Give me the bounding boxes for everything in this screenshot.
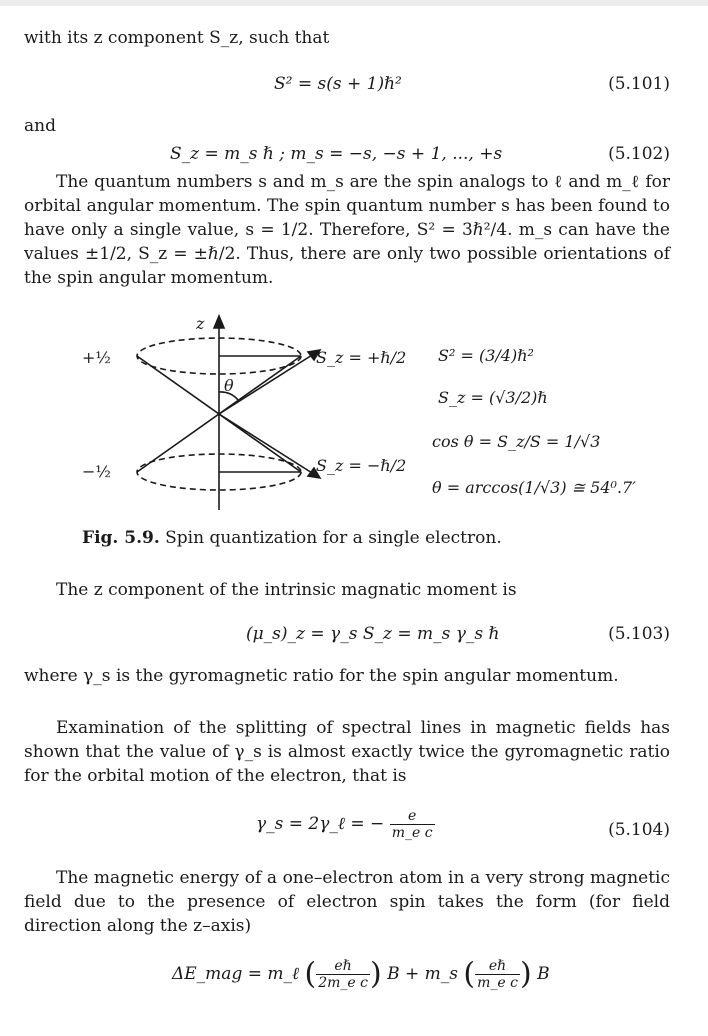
right-paren: ) [369, 956, 382, 992]
relation-s-squared: S² = (3/4)ℏ² [438, 346, 534, 365]
minus-half-label: −½ [82, 462, 111, 481]
figure-caption-label: Fig. 5.9. [82, 528, 160, 548]
paragraph-examination: Examination of the splitting of spectral lines in magnetic fields has shown that the value of γ_s is almost exactly twice the gyromagnetic ratio for the orbital motion of the electron, that is [24, 718, 670, 786]
mag-fraction-2-numerator: eℏ [475, 958, 520, 975]
spin-up-label: S_z = +ℏ/2 [316, 348, 407, 367]
equation-5-104-fraction [390, 808, 435, 841]
mag-fraction-2 [475, 958, 520, 991]
equation-5-104 [256, 808, 435, 841]
mag-lhs: ΔE_mag = m_ℓ [172, 964, 300, 984]
spin-down-label: S_z = −ℏ/2 [316, 456, 407, 475]
right-paren-2: ) [519, 956, 532, 992]
relation-cos-theta: cos θ = S_z/S = 1/√3 [432, 432, 601, 451]
spin-down-vector [219, 414, 320, 478]
left-paren-2: ( [463, 956, 476, 992]
figure-caption [82, 526, 502, 550]
and-word: and [24, 116, 56, 136]
fraction-numerator: e [390, 808, 435, 825]
equation-number-5-103: (5.103) [608, 624, 670, 644]
equation-number-5-101: (5.101) [608, 74, 670, 94]
theta-label: θ [224, 376, 234, 395]
equation-magnetic-energy [172, 958, 550, 991]
mag-fraction-1-numerator: eℏ [316, 958, 370, 975]
mag-tail: B [537, 964, 550, 984]
intro-line: with its z component S_z, such that [24, 28, 330, 48]
equation-number-5-102: (5.102) [608, 144, 670, 164]
top-strip [0, 0, 708, 6]
z-axis-label: z [196, 314, 205, 333]
paragraph-magnetic-moment: The z component of the intrinsic magnatic moment is [56, 580, 517, 600]
equation-5-101: S² = s(s + 1)ℏ² [274, 74, 402, 94]
relation-sz: S_z = (√3/2)ℏ [438, 388, 548, 407]
fraction-denominator: m_e c [391, 825, 433, 841]
paragraph-magnetic-energy: The magnetic energy of a one–electron atom in a very strong magnetic field due to the presence of electron spin takes the form (for field direction along the z–axis) [24, 868, 670, 936]
plus-half-label: +½ [82, 348, 111, 367]
equation-number-5-104: (5.104) [608, 820, 670, 840]
equation-5-104-lhs: γ_s = 2γ_ℓ = − [256, 814, 385, 834]
relation-theta-value: θ = arccos(1/√3) ≅ 54⁰.7′ [432, 478, 636, 497]
paragraph-spin-numbers: The quantum numbers s and m_s are the spin analogs to ℓ and m_ℓ for orbital angular momentum. The spin quantum number s has been found to have only a single value, s = 1/2. Therefore, S² = 3ℏ²/4. m_s can have the values ±1/2, S_z = ±ℏ/2. Thus, there are only two possible orientations of the spin angular momentum. [24, 172, 670, 288]
mag-fraction-1-denominator: 2m_e c [318, 975, 368, 991]
spin-up-vector [219, 350, 320, 414]
paragraph-gyromagnetic: where γ_s is the gyromagnetic ratio for the spin angular momentum. [24, 666, 619, 686]
equation-5-102: S_z = m_s ℏ ; m_s = −s, −s + 1, ..., +s [170, 144, 503, 164]
figure-caption-text: Spin quantization for a single electron. [165, 528, 502, 548]
mag-fraction-2-denominator: m_e c [477, 975, 518, 991]
mag-fraction-1 [316, 958, 370, 991]
left-paren: ( [304, 956, 317, 992]
z-axis-arrowhead [214, 316, 224, 328]
mag-mid: B + m_s [387, 964, 458, 984]
equation-5-103: (μ_s)_z = γ_s S_z = m_s γ_s ℏ [246, 624, 500, 644]
